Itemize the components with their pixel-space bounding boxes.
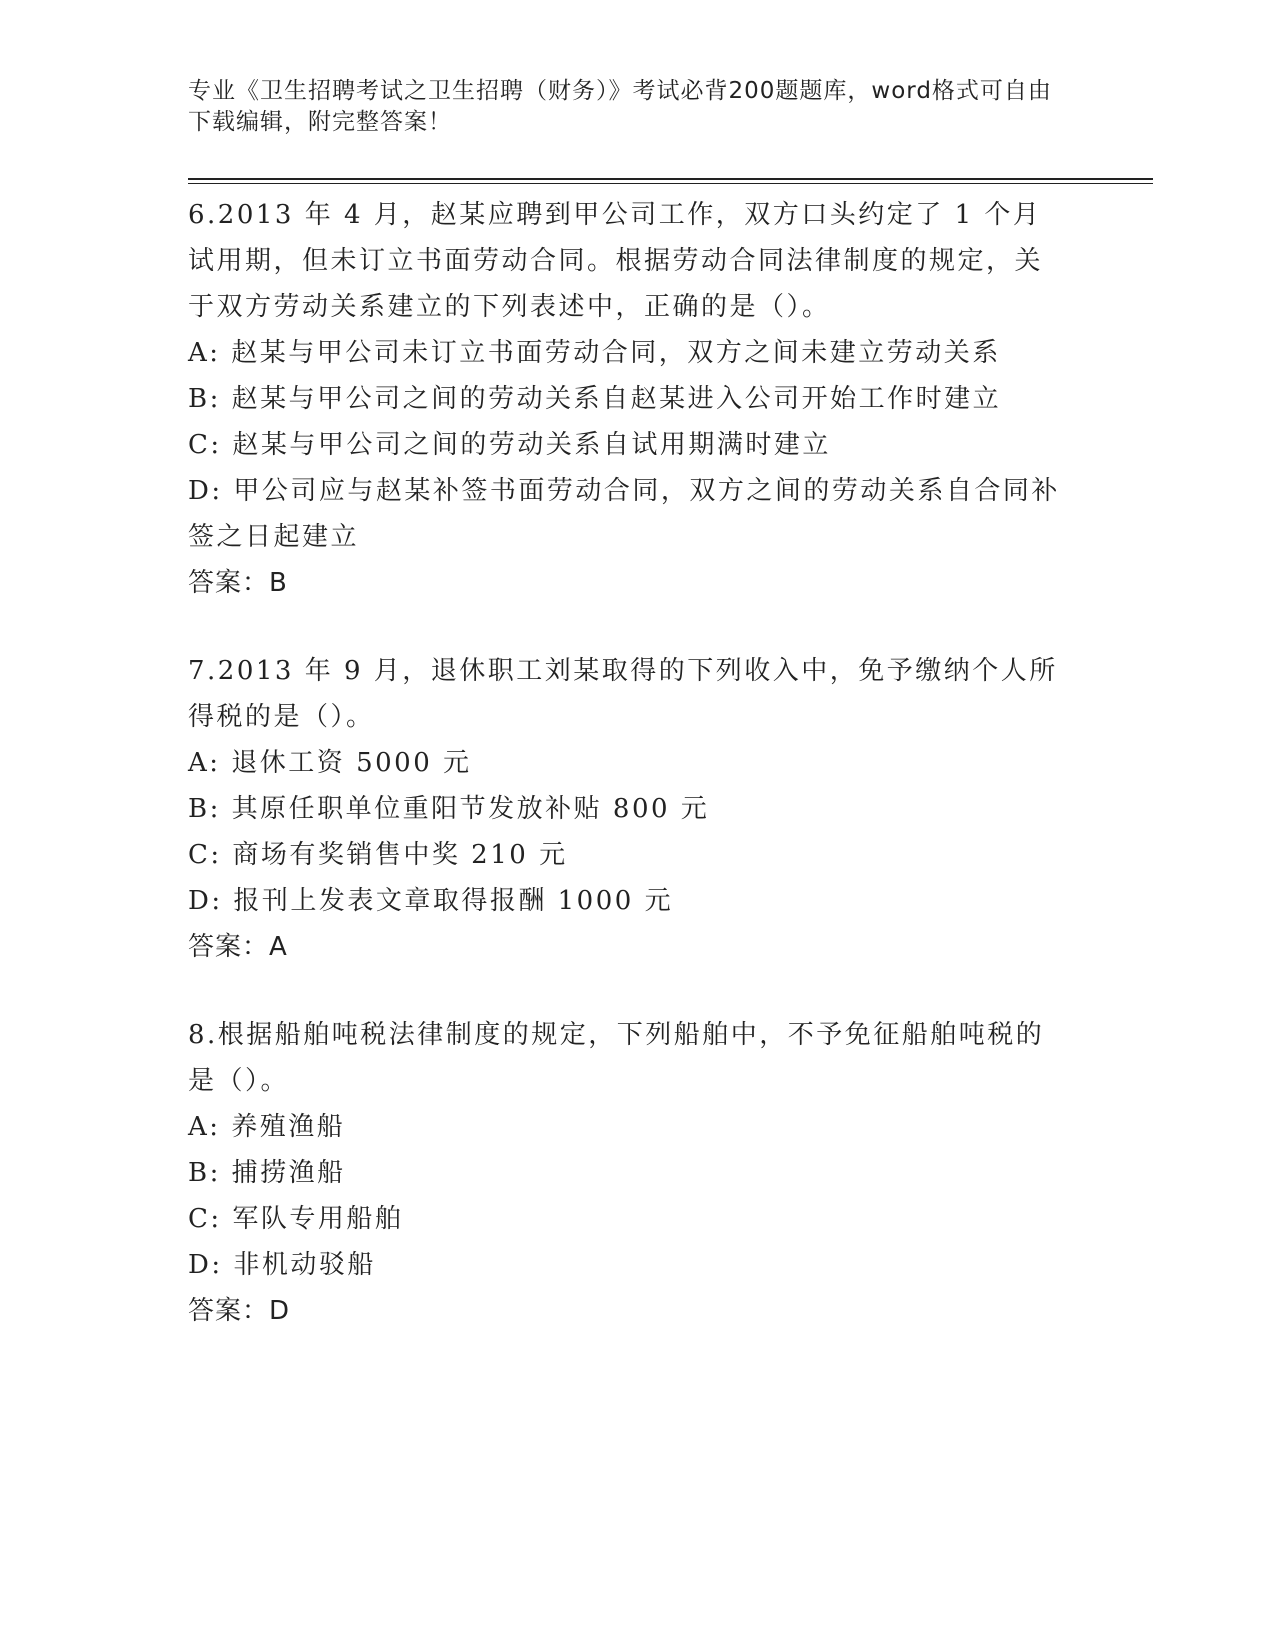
question-stem: 6.2013 年 4 月，赵某应聘到甲公司工作，双方口头约定了 1 个月试用期，但未订立书面劳动合同。根据劳动合同法律制度的规定，关于双方劳动关系建立的下列表述中，正确的是（）。 bbox=[188, 200, 1044, 322]
question-8 bbox=[188, 1012, 1068, 1334]
answer-line: 答案：B bbox=[188, 568, 288, 598]
option-d: D: 报刊上发表文章取得报酬 1000 元 bbox=[188, 886, 674, 916]
option-b: B: 赵某与甲公司之间的劳动关系自赵某进入公司开始工作时建立 bbox=[188, 384, 1002, 414]
option-a: A: 赵某与甲公司未订立书面劳动合同，双方之间未建立劳动关系 bbox=[188, 338, 1001, 368]
header-divider-thin bbox=[188, 183, 1153, 184]
question-list bbox=[188, 192, 1068, 1376]
question-7 bbox=[188, 648, 1068, 970]
option-c: C: 军队专用船舶 bbox=[188, 1204, 404, 1234]
option-c: C: 赵某与甲公司之间的劳动关系自试用期满时建立 bbox=[188, 430, 831, 460]
option-a: A: 养殖渔船 bbox=[188, 1112, 346, 1142]
option-b: B: 其原任职单位重阳节发放补贴 800 元 bbox=[188, 794, 710, 824]
option-d: D: 甲公司应与赵某补签书面劳动合同，双方之间的劳动关系自合同补签之日起建立 bbox=[188, 476, 1060, 552]
answer-line: 答案：A bbox=[188, 932, 288, 962]
option-d: D: 非机动驳船 bbox=[188, 1250, 376, 1280]
header-divider-thick bbox=[188, 178, 1153, 180]
answer-line: 答案：D bbox=[188, 1296, 291, 1326]
option-b: B: 捕捞渔船 bbox=[188, 1158, 346, 1188]
document-header: 专业《卫生招聘考试之卫生招聘（财务）》考试必背200题题库，word格式可自由下载编辑，附完整答案！ bbox=[188, 78, 1052, 135]
question-stem: 8.根据船舶吨税法律制度的规定，下列船舶中，不予免征船舶吨税的是（）。 bbox=[188, 1020, 1045, 1096]
question-6 bbox=[188, 192, 1068, 606]
question-stem: 7.2013 年 9 月，退休职工刘某取得的下列收入中，免予缴纳个人所得税的是（）。 bbox=[188, 656, 1058, 732]
option-c: C: 商场有奖销售中奖 210 元 bbox=[188, 840, 568, 870]
option-a: A: 退休工资 5000 元 bbox=[188, 748, 472, 778]
